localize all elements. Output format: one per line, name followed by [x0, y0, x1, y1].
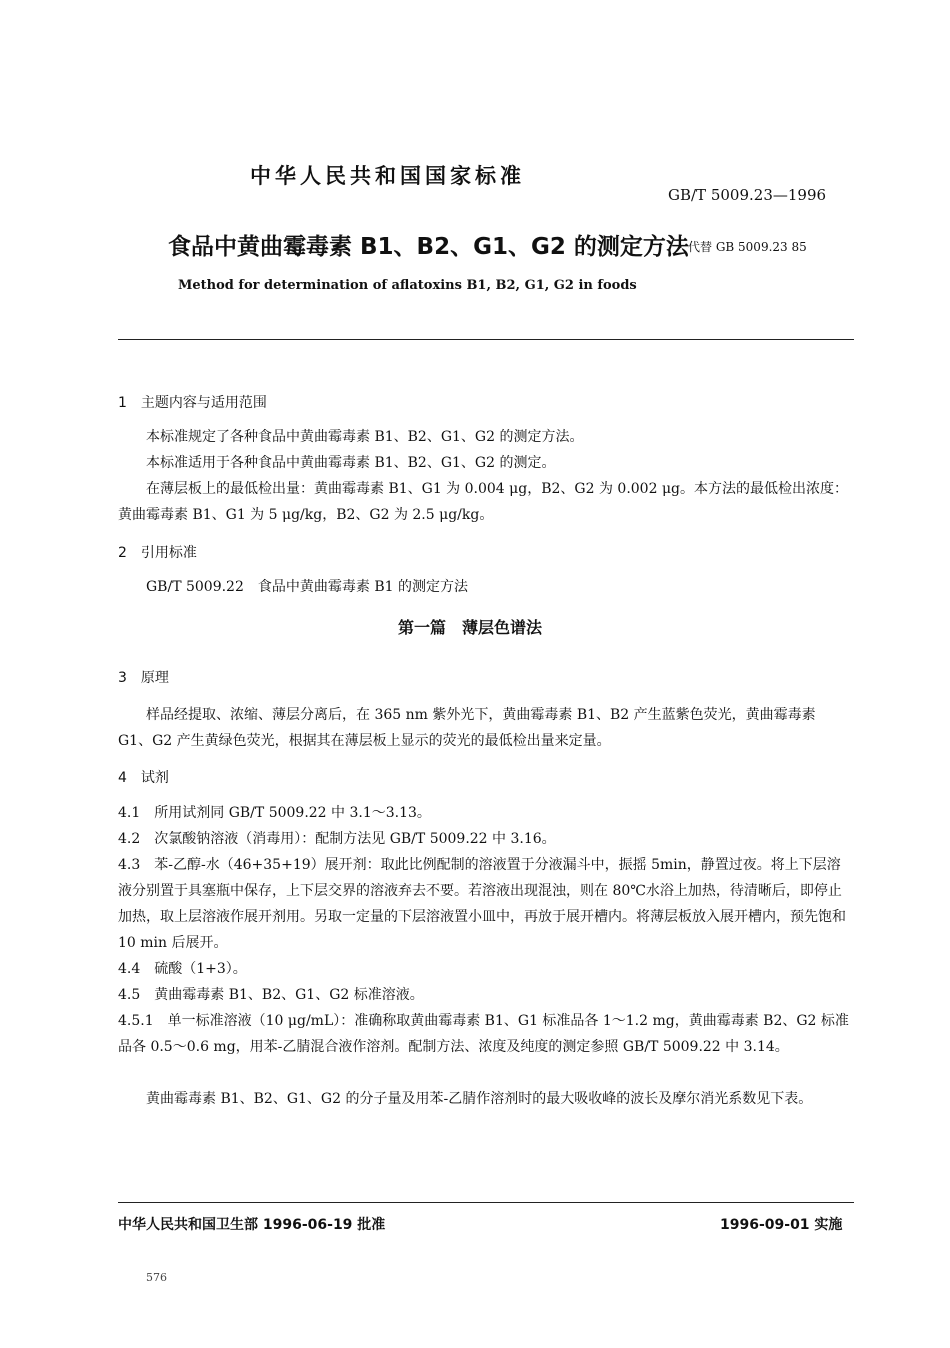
footer-divider — [118, 1202, 854, 1203]
clause-4-3: 4.3 苯-乙醇-水（46+35+19）展开剂：取此比例配制的溶液置于分液漏斗中，振摇 5min，静置过夜。将上下层溶液分别置于具塞瓶中保存，上下层交界的溶液弃去不要。若溶液出现混浊，则在 80℃水浴上加热，待清晰后，即停止加热，取上层溶液作展开剂用。另取一定量的下层溶液置小皿中，再放于展开槽内。将薄层板放入展开槽内，预先饱和 10 min 后展开。 — [118, 857, 846, 951]
clause-4-1: 4.1 所用试剂同 GB/T 5009.22 中 3.1～3.13。 — [118, 805, 431, 821]
document-title: 食品中黄曲霉毒素 B1、B2、G1、G2 的测定方法 — [168, 234, 689, 260]
clause-4-5-1: 4.5.1 单一标准溶液（10 μg/mL）：准确称取黄曲霉毒素 B1、G1 标准品各 1～1.2 mg，黄曲霉毒素 B2、G2 标准品各 0.5～0.6 mg，用苯-乙腈混合液作溶剂。配制方法、浓度及纯度的测定参照 GB/T 5009.22 中 3.14。 — [118, 1013, 849, 1055]
section-2-heading: 2 引用标准 — [118, 545, 197, 561]
standard-number: GB/T 5009.23—1996 — [668, 186, 827, 204]
approval-line: 中华人民共和国卫生部 1996-06-19 批准 — [118, 1217, 386, 1233]
page-number: 576 — [146, 1271, 167, 1284]
section-3-heading: 3 原理 — [118, 670, 169, 686]
org-title: 中华人民共和国国家标准 — [250, 164, 525, 188]
header-divider — [118, 339, 854, 340]
section-1-heading: 1 主题内容与适用范围 — [118, 395, 267, 411]
clause-4-4: 4.4 硫酸（1+3）。 — [118, 961, 247, 977]
clause-4-2: 4.2 次氯酸钠溶液（消毒用）：配制方法见 GB/T 5009.22 中 3.16。 — [118, 831, 556, 847]
english-title: Method for determination of aflatoxins B1, B2, G1, G2 in foods — [178, 278, 637, 293]
section-4-heading: 4 试剂 — [118, 770, 169, 786]
clause-4-5: 4.5 黄曲霉毒素 B1、B2、G1、G2 标准溶液。 — [118, 987, 424, 1003]
replaces-note: 代替 GB 5009.23 85 — [688, 240, 807, 254]
effective-date: 1996-09-01 实施 — [720, 1217, 843, 1233]
section-1-para-1: 本标准规定了各种食品中黄曲霉毒素 B1、B2、G1、G2 的测定方法。 — [146, 429, 584, 445]
section-1-para-3: 在薄层板上的最低检出量：黄曲霉毒素 B1、G1 为 0.004 μg，B2、G2 为 0.002 μg。本方法的最低检出浓度：黄曲霉毒素 B1、G1 为 5 μg/kg，B2、G2 为 2.5 μg/kg。 — [118, 481, 849, 523]
section-3-para-1: 样品经提取、浓缩、薄层分离后，在 365 nm 紫外光下，黄曲霉毒素 B1、B2 产生蓝紫色荧光，黄曲霉毒素 G1、G2 产生黄绿色荧光，根据其在薄层板上显示的荧光的最低检出量来定量。 — [118, 707, 816, 749]
section-1-para-2: 本标准适用于各种食品中黄曲霉毒素 B1、B2、G1、G2 的测定。 — [146, 455, 556, 471]
part-1-title: 第一篇 薄层色谱法 — [398, 618, 543, 637]
section-2-para-1: GB/T 5009.22 食品中黄曲霉毒素 B1 的测定方法 — [146, 579, 468, 595]
clause-4-5-1-note: 黄曲霉毒素 B1、B2、G1、G2 的分子量及用苯-乙腈作溶剂时的最大吸收峰的波长及摩尔消光系数见下表。 — [146, 1091, 813, 1107]
